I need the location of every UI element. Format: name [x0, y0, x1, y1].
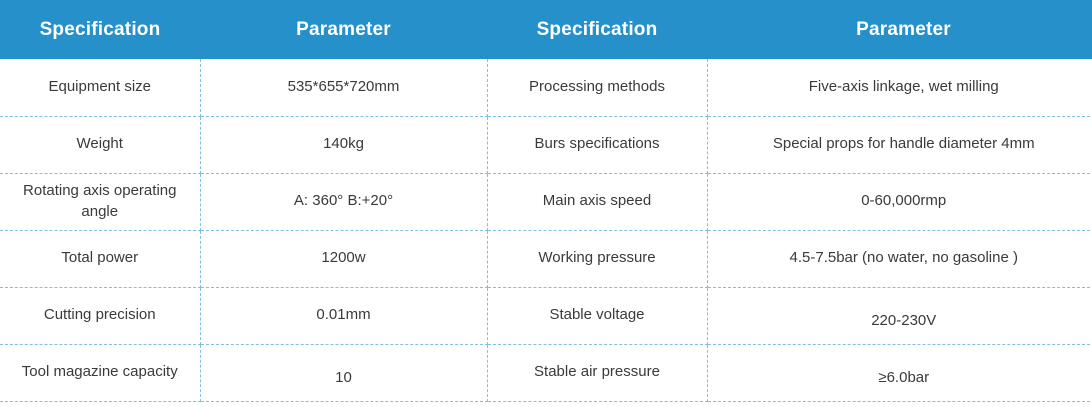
table-header [0, 0, 1092, 59]
row-value-stable-air-pressure: ≥6.0bar [707, 350, 1092, 407]
row-label-stable-voltage: Stable voltage [487, 287, 707, 344]
row-label-stable-air-pressure: Stable air pressure [487, 344, 707, 401]
row-value-stable-voltage: 220-230V [707, 293, 1092, 350]
row-label-working-pressure: Working pressure [487, 230, 707, 287]
row-value-rotating-axis-operating-angle: A: 360° B:+20° [200, 173, 487, 230]
row-label-cutting-precision: Cutting precision [0, 287, 200, 344]
row-label-rotating-axis-operating-angle: Rotating axis operating angle [0, 173, 200, 230]
table-body [0, 59, 1092, 401]
row-label-processing-methods: Processing methods [487, 59, 707, 116]
row-value-processing-methods: Five-axis linkage, wet milling [707, 59, 1092, 116]
row-value-total-power: 1200w [200, 230, 487, 287]
row-label-equipment-size: Equipment size [0, 59, 200, 116]
column-header-parameter-left: Parameter [200, 0, 487, 59]
row-value-main-axis-speed: 0-60,000rmp [707, 173, 1092, 230]
row-value-cutting-precision: 0.01mm [200, 287, 487, 344]
row-value-burs-specifications: Special props for handle diameter 4mm [707, 116, 1092, 173]
row-value-working-pressure: 4.5-7.5bar (no water, no gasoline ) [707, 230, 1092, 287]
row-label-tool-magazine-capacity: Tool magazine capacity [0, 344, 200, 401]
table-row [0, 230, 1092, 287]
row-label-main-axis-speed: Main axis speed [487, 173, 707, 230]
row-value-weight: 140kg [200, 116, 487, 173]
row-value-equipment-size: 535*655*720mm [200, 59, 487, 116]
row-label-total-power: Total power [0, 230, 200, 287]
table-header-row [0, 0, 1092, 59]
table-row [0, 287, 1092, 344]
row-value-tool-magazine-capacity: 10 [200, 350, 487, 407]
row-label-burs-specifications: Burs specifications [487, 116, 707, 173]
column-header-specification-right: Specification [487, 0, 707, 59]
row-label-weight: Weight [0, 116, 200, 173]
column-header-specification-left: Specification [0, 0, 200, 59]
column-header-parameter-right: Parameter [707, 0, 1092, 59]
table-row [0, 116, 1092, 173]
table-row [0, 344, 1092, 401]
table-row [0, 59, 1092, 116]
table-row [0, 173, 1092, 230]
